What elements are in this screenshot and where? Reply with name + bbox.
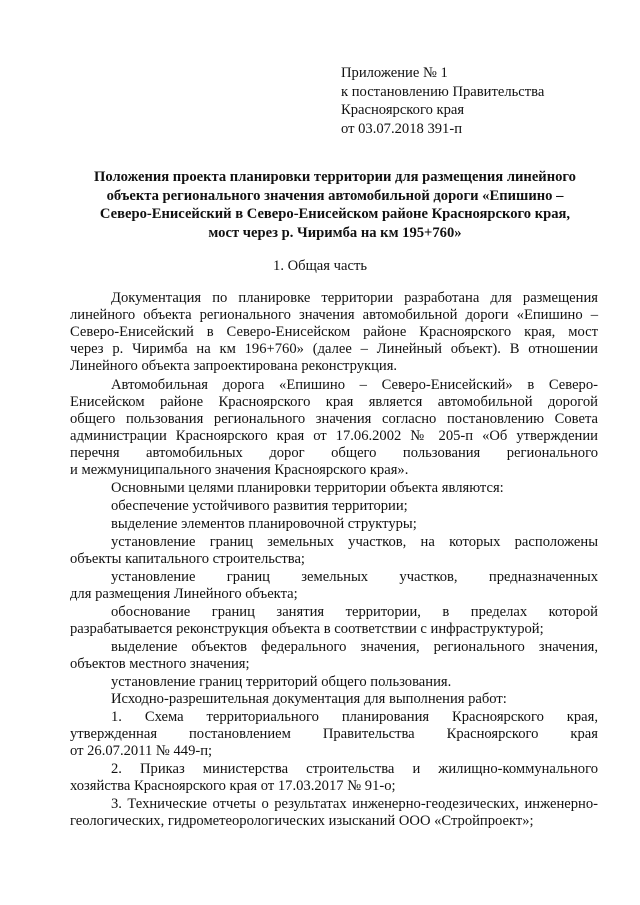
body-line: установление границ земельных участков, на которых расположены bbox=[111, 534, 598, 550]
appendix-line: Красноярского края bbox=[341, 102, 465, 118]
body-line: 3. Технические отчеты о результатах инженерно-геодезических, инженерно- bbox=[111, 796, 598, 812]
body-line: администрации Красноярского края от 17.06.2002 № 205-п «Об утверждении bbox=[70, 428, 598, 444]
title-line: объекта регионального значения автомобильной дороги «Епишино – bbox=[106, 187, 564, 204]
body-line: Линейного объекта запроектирована реконструкция. bbox=[70, 358, 398, 374]
body-line: разрабатывается реконструкция объекта в соответствии с инфраструктурой; bbox=[70, 621, 544, 637]
body-line: геологических, гидрометеорологических изысканий ООО «Стройпроект»; bbox=[70, 813, 534, 829]
body-line: и межмуниципального значения Красноярского края». bbox=[70, 462, 409, 478]
body-line: выделение элементов планировочной структуры; bbox=[111, 516, 417, 532]
body-line: Документация по планировке территории разработана для размещения bbox=[111, 290, 598, 306]
document-title bbox=[70, 168, 600, 242]
title-line: Положения проекта планировки территории для размещения линейного bbox=[94, 169, 576, 185]
body-line: для размещения Линейного объекта; bbox=[70, 586, 298, 602]
appendix-note bbox=[341, 64, 544, 138]
body-line: установление границ территорий общего пользования. bbox=[111, 674, 452, 690]
body-line: хозяйства Красноярского края от 17.03.2017 № 91-о; bbox=[70, 778, 396, 794]
appendix-line: Приложение № 1 bbox=[341, 65, 448, 81]
body-line: Исходно-разрешительная документация для выполнения работ: bbox=[111, 691, 507, 707]
section-heading: 1. Общая часть bbox=[273, 258, 367, 274]
body-line: выделение объектов федерального значения, регионального значения, bbox=[111, 639, 598, 655]
body-line: через р. Чиримба на км 196+760» (далее – Линейный объект). В отношении bbox=[70, 341, 598, 357]
body-line: 2. Приказ министерства строительства и жилищно-коммунального bbox=[111, 761, 598, 777]
body-line: Автомобильная дорога «Епишино – Северо-Енисейский» в Северо- bbox=[111, 377, 598, 393]
body-line: общего пользования регионального значения согласно постановлению Совета bbox=[70, 411, 598, 427]
body-line: 1. Схема территориального планирования Красноярского края, bbox=[111, 709, 598, 725]
body-line: от 26.07.2011 № 449-п; bbox=[70, 743, 213, 759]
body-line: Основными целями планировки территории объекта являются: bbox=[111, 480, 504, 496]
body-line: объектов местного значения; bbox=[70, 656, 250, 672]
appendix-line: от 03.07.2018 391-п bbox=[341, 120, 463, 137]
title-line: Северо-Енисейский в Северо-Енисейском районе Красноярского края, bbox=[99, 206, 571, 223]
title-line: мост через р. Чиримба на км 195+760» bbox=[208, 224, 462, 241]
body-line: установление границ земельных участков, предназначенных bbox=[111, 569, 598, 585]
body-line: Енисейском районе Красноярского края является автомобильной дорогой bbox=[70, 394, 598, 410]
body-line: перечня автомобильных дорог общего пользования регионального bbox=[70, 445, 598, 461]
body-line: обоснование границ занятия территории, в пределах которой bbox=[111, 604, 598, 620]
body-line: утвержденная постановлением Правительства Красноярского края bbox=[70, 726, 598, 742]
appendix-line: к постановлению Правительства bbox=[341, 83, 545, 100]
body-line: Северо-Енисейский в Северо-Енисейском районе Красноярского края, мост bbox=[70, 324, 598, 340]
body-line: обеспечение устойчивого развития территории; bbox=[111, 498, 408, 514]
body-line: линейного объекта регионального значения автомобильной дороги «Епишино – bbox=[70, 307, 598, 323]
body-line: объекты капитального строительства; bbox=[70, 551, 305, 567]
